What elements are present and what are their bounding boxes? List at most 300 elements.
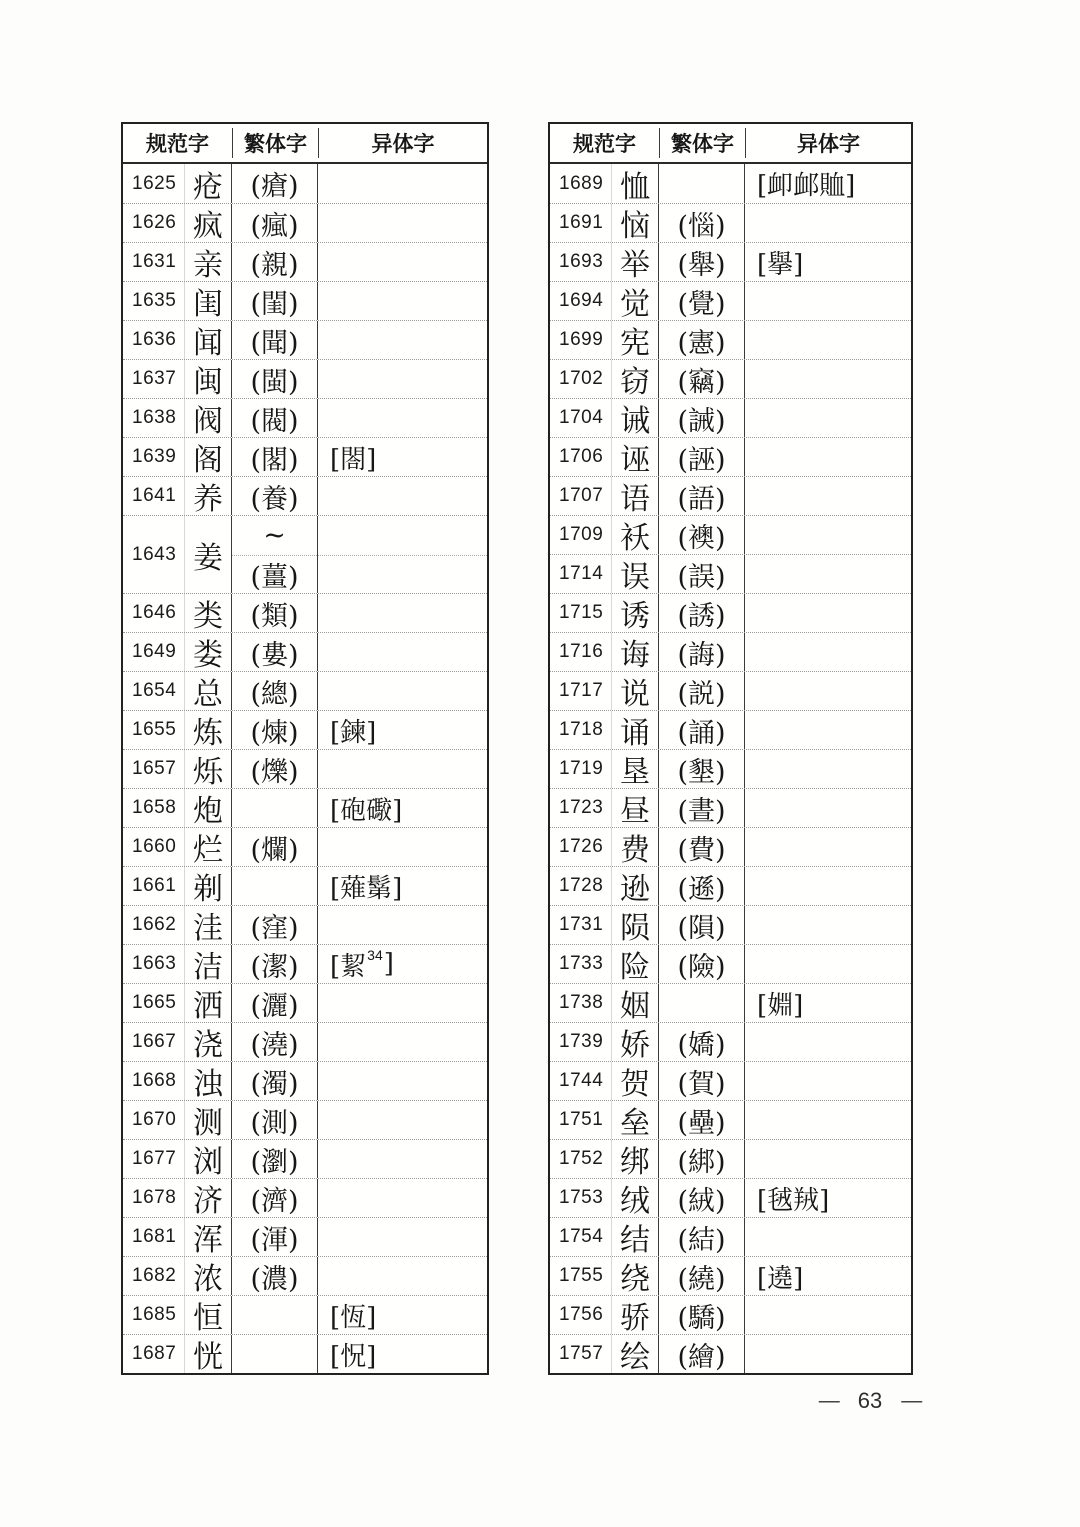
standard-character-cell: [612, 1257, 659, 1295]
standard-character: 炼: [193, 716, 223, 751]
sequence-number: 1635: [132, 290, 177, 311]
table-row: [123, 866, 487, 905]
variant-characters: [婣]: [757, 990, 804, 1021]
traditional-character-cell: [232, 164, 318, 203]
traditional-character: (聞): [250, 327, 299, 359]
variant-character-cell: [745, 282, 911, 320]
sequence-number-cell: [123, 204, 185, 242]
variant-character-cell: [745, 516, 911, 554]
traditional-character: (語): [677, 483, 726, 515]
sequence-number-cell: [123, 282, 185, 320]
table-row: [123, 632, 487, 671]
standard-character: 宪: [620, 326, 650, 361]
sequence-number: 1646: [132, 602, 177, 623]
variant-character-cell: [318, 1101, 487, 1139]
sequence-number: 1654: [132, 680, 177, 701]
standard-character-cell: [612, 789, 659, 827]
traditional-character: (費): [677, 834, 726, 866]
table-row: [550, 944, 911, 983]
table-row: [123, 164, 487, 203]
sequence-number-cell: [550, 282, 612, 320]
sequence-number: 1639: [132, 446, 177, 467]
traditional-character: (壘): [677, 1107, 726, 1139]
standard-character: 举: [620, 248, 650, 283]
variant-character-cell: [318, 867, 487, 905]
standard-character-cell: [612, 1101, 659, 1139]
standard-character: 洒: [193, 989, 223, 1024]
standard-character-cell: [612, 984, 659, 1022]
table-row: [123, 827, 487, 866]
variant-character-cell: [745, 633, 911, 671]
table-row: [550, 827, 911, 866]
table-row: [550, 437, 911, 476]
variant-characters: [絜: [330, 951, 367, 982]
sequence-number-cell: [123, 243, 185, 281]
traditional-character-cell: [232, 1257, 318, 1295]
traditional-character-cell: [659, 594, 745, 632]
sequence-number-cell: [123, 945, 185, 983]
variant-character-cell: [318, 1023, 487, 1061]
table-row: [123, 593, 487, 632]
standard-character: 浏: [193, 1145, 223, 1180]
table-row: [123, 1061, 487, 1100]
table-row: [550, 1100, 911, 1139]
traditional-character: (親): [250, 249, 299, 281]
standard-character: 洁: [193, 950, 223, 985]
standard-character: 诲: [620, 638, 650, 673]
traditional-character: (繞): [677, 1263, 726, 1295]
sequence-number-cell: [123, 1218, 185, 1256]
table-row: [550, 320, 911, 359]
sequence-number-cell: [550, 789, 612, 827]
variant-character-cell: [745, 1296, 911, 1334]
table-row: [123, 1100, 487, 1139]
sequence-number-cell: [550, 477, 612, 515]
sequence-number: 1709: [559, 524, 604, 545]
variant-character-cell: [745, 399, 911, 437]
standard-character: 疮: [193, 169, 223, 205]
variant-character-cell: [318, 1179, 487, 1217]
traditional-character: (閨): [250, 288, 299, 320]
sequence-number-cell: [123, 360, 185, 398]
variant-character-cell: [318, 828, 487, 866]
sequence-number-cell: [550, 750, 612, 788]
traditional-character: (墾): [677, 756, 726, 788]
traditional-character-cell: [232, 867, 318, 905]
traditional-character-cell: [659, 1140, 745, 1178]
table-body: [550, 164, 911, 1373]
sequence-number-cell: [123, 1101, 185, 1139]
sequence-number: 1663: [132, 953, 177, 974]
traditional-character-cell: [659, 477, 745, 515]
sequence-number-cell: [550, 1179, 612, 1217]
standard-character-cell: [185, 1335, 232, 1373]
page-number-footer: [770, 1388, 970, 1414]
sequence-number-cell: [550, 360, 612, 398]
standard-character-cell: [185, 1101, 232, 1139]
traditional-character-cell: [659, 906, 745, 944]
standard-character: 姻: [620, 989, 650, 1024]
sequence-number-cell: [123, 477, 185, 515]
standard-character-cell: [185, 243, 232, 281]
sequence-number: 1752: [559, 1148, 604, 1169]
variant-character-cell: [745, 1335, 911, 1373]
standard-character: 姜: [193, 540, 223, 576]
standard-character-cell: [612, 204, 659, 242]
traditional-character-cell: [659, 1179, 745, 1217]
sequence-number-cell: [550, 399, 612, 437]
traditional-character-cell: [659, 1296, 745, 1334]
sequence-number-cell: [550, 1257, 612, 1295]
standard-character: 恤: [620, 169, 650, 205]
standard-character: 垒: [620, 1106, 650, 1141]
header-traditional-character: 繁体字: [660, 128, 746, 158]
table-row: [550, 788, 911, 827]
traditional-character: (襖): [677, 522, 726, 554]
variant-character-cell: [745, 594, 911, 632]
standard-character: 剃: [193, 872, 223, 907]
traditional-character: (潔): [250, 951, 299, 983]
variant-character-cell: [745, 711, 911, 749]
sequence-number-cell: [550, 321, 612, 359]
standard-character-cell: [185, 711, 232, 749]
variant-character-cell: [745, 1257, 911, 1295]
sequence-number-cell: [550, 516, 612, 554]
standard-character-cell: [185, 984, 232, 1022]
header-standard-character: 规范字: [123, 128, 233, 158]
sequence-number: 1699: [559, 329, 604, 350]
variant-bracket-close: ]: [383, 949, 394, 979]
traditional-character: (絨): [677, 1185, 726, 1217]
standard-character-cell: [185, 1023, 232, 1061]
sequence-number: 1682: [132, 1265, 177, 1286]
variant-character-cell: [745, 867, 911, 905]
footnote-superscript: 34: [367, 947, 383, 963]
standard-character-cell: [612, 477, 659, 515]
traditional-character: (誡): [677, 405, 726, 437]
table-row: [123, 671, 487, 710]
table-row: [550, 476, 911, 515]
sequence-number: 1637: [132, 368, 177, 389]
variant-character-cell: [318, 164, 487, 203]
traditional-character-cell: [659, 750, 745, 788]
sequence-number: 1685: [132, 1304, 177, 1325]
sequence-number-cell: [123, 399, 185, 437]
traditional-character: (濟): [250, 1185, 299, 1217]
table-row: [550, 554, 911, 593]
standard-character: 费: [620, 833, 650, 868]
variant-character-cell: [318, 1218, 487, 1256]
standard-character: 结: [620, 1223, 650, 1258]
sequence-number-cell: [123, 1257, 185, 1295]
traditional-character-cell: [232, 1140, 318, 1178]
traditional-character-cell: [232, 1023, 318, 1061]
variant-character-cell: [745, 204, 911, 242]
variant-character-cell: [318, 1296, 487, 1334]
table-row: [123, 710, 487, 749]
standard-character-cell: [612, 672, 659, 710]
standard-character-cell: [612, 1335, 659, 1373]
traditional-character-cell: [659, 164, 745, 203]
standard-character-cell: [185, 1257, 232, 1295]
variant-character-cell: [318, 750, 487, 788]
standard-character: 诵: [620, 716, 650, 751]
traditional-character: (説): [677, 678, 726, 710]
sequence-number-cell: [123, 867, 185, 905]
standard-character: 昼: [620, 794, 650, 829]
variant-character-cell: [745, 1218, 911, 1256]
table-row: [123, 1022, 487, 1061]
sequence-number-cell: [550, 594, 612, 632]
traditional-character: (爛): [250, 834, 299, 866]
sequence-number-cell: [550, 1062, 612, 1100]
table-row: [550, 1178, 911, 1217]
table-row: [123, 1295, 487, 1334]
standard-character: 娄: [193, 638, 223, 673]
header-variant-character: 异体字: [371, 131, 435, 156]
sequence-number: 1626: [132, 212, 177, 233]
variant-characters: [毧羢]: [757, 1185, 830, 1216]
table-row: [123, 1334, 487, 1373]
standard-character-cell: [612, 399, 659, 437]
variant-character-cell: [318, 945, 487, 983]
standard-character-cell: [185, 399, 232, 437]
standard-character-cell: [185, 1140, 232, 1178]
sequence-number: 1728: [559, 875, 604, 896]
traditional-character: (嬌): [677, 1029, 726, 1061]
table-row: [123, 281, 487, 320]
traditional-character: (婁): [250, 639, 299, 671]
traditional-character: (繪): [677, 1341, 726, 1373]
standard-character: 垦: [620, 755, 650, 790]
variant-character-cell: [318, 594, 487, 632]
table-row: [550, 1334, 911, 1373]
traditional-character-cell: [232, 711, 318, 749]
variant-character-cell: [318, 633, 487, 671]
table-row: [550, 1139, 911, 1178]
table-header-row: [123, 124, 487, 164]
traditional-character: (綁): [677, 1146, 726, 1178]
variant-character-cell: [745, 1179, 911, 1217]
standard-character: 逊: [620, 872, 650, 907]
standard-character-cell: [612, 555, 659, 593]
table-row: [550, 632, 911, 671]
traditional-character: (瘋): [250, 210, 299, 242]
standard-character: 烁: [193, 755, 223, 790]
table-row: [550, 1061, 911, 1100]
sequence-number-cell: [123, 438, 185, 476]
traditional-character: (舉): [677, 249, 726, 281]
variant-character-cell: [318, 672, 487, 710]
sequence-number-cell: [550, 164, 612, 203]
traditional-character: (誤): [677, 561, 726, 593]
standard-character-cell: [185, 477, 232, 515]
table-row: [550, 398, 911, 437]
table-row: [550, 281, 911, 320]
table-row: [550, 1295, 911, 1334]
traditional-character-cell: [232, 399, 318, 437]
table-body: [123, 164, 487, 1373]
table-row: [550, 242, 911, 281]
traditional-character: (覺): [677, 288, 726, 320]
variant-character-cell: [318, 516, 487, 593]
sequence-number-cell: [123, 672, 185, 710]
variant-characters: [遶]: [757, 1263, 804, 1294]
variant-characters: [卹䘏賉]: [757, 171, 856, 201]
standard-character: 诫: [620, 404, 650, 439]
variant-character-cell: [745, 243, 911, 281]
standard-character-cell: [185, 594, 232, 632]
sequence-number: 1717: [559, 680, 604, 701]
sequence-number-cell: [123, 906, 185, 944]
page-number: 63: [857, 1388, 883, 1413]
sequence-number-cell: [550, 1140, 612, 1178]
sequence-number: 1723: [559, 797, 604, 818]
traditional-character-cell: [232, 321, 318, 359]
standard-character-cell: [185, 1179, 232, 1217]
sequence-number-cell: [550, 711, 612, 749]
standard-character: 娇: [620, 1028, 650, 1063]
sequence-number: 1667: [132, 1031, 177, 1052]
standard-character: 烂: [193, 833, 223, 868]
traditional-character: (竊): [677, 366, 726, 398]
character-table-right: [548, 122, 913, 1375]
sequence-number-cell: [550, 1218, 612, 1256]
table-row: [123, 476, 487, 515]
standard-character: 恒: [193, 1301, 223, 1336]
sequence-number: 1681: [132, 1226, 177, 1247]
variant-characters: [砲礮]: [330, 795, 403, 826]
traditional-character-cell: [659, 711, 745, 749]
sequence-number: 1631: [132, 251, 177, 272]
table-row: [123, 320, 487, 359]
table-row: [550, 593, 911, 632]
variant-character-cell: [745, 828, 911, 866]
sequence-number-cell: [123, 1140, 185, 1178]
sequence-number: 1655: [132, 719, 177, 740]
variant-characters: [恆]: [330, 1302, 377, 1333]
sequence-number: 1702: [559, 368, 604, 389]
table-row: [550, 905, 911, 944]
standard-character: 绒: [620, 1184, 650, 1219]
variant-character-cell: [318, 1140, 487, 1178]
standard-character-cell: [185, 750, 232, 788]
sequence-number: 1756: [559, 1304, 604, 1325]
sequence-number: 1678: [132, 1187, 177, 1208]
standard-character: 闺: [193, 287, 223, 322]
standard-character: 恼: [620, 209, 650, 244]
sequence-number-cell: [550, 555, 612, 593]
sequence-number-cell: [123, 984, 185, 1022]
standard-character: 说: [620, 677, 650, 712]
sequence-number: 1689: [559, 172, 604, 194]
traditional-character-cell: [232, 1296, 318, 1334]
standard-character: 闽: [193, 365, 223, 400]
variant-character-cell: [318, 243, 487, 281]
traditional-character-cell: [232, 633, 318, 671]
sequence-number-cell: [123, 1062, 185, 1100]
traditional-character: (誨): [677, 639, 726, 671]
traditional-character-alt: (薑): [250, 561, 299, 593]
standard-character: 炮: [193, 794, 223, 829]
standard-character-cell: [185, 906, 232, 944]
traditional-character-cell: [659, 516, 745, 554]
traditional-character: (總): [250, 678, 299, 710]
traditional-character: (閩): [250, 366, 299, 398]
header-standard-character: 规范字: [550, 128, 660, 158]
traditional-character-cell: [232, 906, 318, 944]
sequence-number: 1643: [132, 543, 177, 565]
sequence-number: 1715: [559, 602, 604, 623]
table-row: [123, 515, 487, 593]
standard-character-cell: [612, 1023, 659, 1061]
traditional-character-cell: [232, 1179, 318, 1217]
sequence-number: 1649: [132, 641, 177, 662]
sequence-number-cell: [550, 672, 612, 710]
sequence-number-cell: [123, 1296, 185, 1334]
table-row: [550, 1217, 911, 1256]
traditional-character-cell: [232, 594, 318, 632]
traditional-character: (險): [677, 951, 726, 983]
traditional-character: (晝): [677, 795, 726, 827]
sequence-number: 1733: [559, 953, 604, 974]
sequence-number: 1718: [559, 719, 604, 740]
sequence-number: 1658: [132, 797, 177, 818]
traditional-character-cell: [232, 945, 318, 983]
table-row: [550, 749, 911, 788]
standard-character: 语: [620, 482, 650, 517]
variant-character-cell: [318, 204, 487, 242]
traditional-character: (誘): [677, 600, 726, 632]
traditional-character: (驕): [677, 1302, 726, 1334]
table-row: [123, 983, 487, 1022]
table-row: [123, 437, 487, 476]
standard-character: 误: [620, 560, 650, 595]
traditional-character-cell: [232, 204, 318, 242]
sequence-number: 1744: [559, 1070, 604, 1091]
standard-character: 浊: [193, 1067, 223, 1102]
standard-character: 骄: [620, 1301, 650, 1336]
variant-character-cell: [318, 1335, 487, 1373]
variant-character-cell: [318, 477, 487, 515]
traditional-character-cell: [659, 1257, 745, 1295]
standard-character-cell: [612, 711, 659, 749]
traditional-character-cell: [232, 1335, 318, 1373]
standard-character: 恍: [193, 1340, 223, 1375]
sequence-number: 1755: [559, 1265, 604, 1286]
traditional-character-cell: [659, 243, 745, 281]
standard-character: 济: [193, 1184, 223, 1219]
sequence-number-cell: [550, 633, 612, 671]
traditional-character: (爍): [250, 756, 299, 788]
traditional-character: ~: [263, 519, 286, 551]
standard-character-cell: [185, 633, 232, 671]
traditional-character-cell: [659, 1101, 745, 1139]
traditional-character: (濃): [250, 1263, 299, 1295]
traditional-character: (測): [250, 1107, 299, 1139]
standard-character: 贺: [620, 1067, 650, 1102]
sequence-number: 1691: [559, 212, 604, 233]
sequence-number: 1657: [132, 758, 177, 779]
traditional-character-cell: [232, 984, 318, 1022]
sequence-number: 1726: [559, 836, 604, 857]
sequence-number: 1739: [559, 1031, 604, 1052]
standard-character: 窃: [620, 365, 650, 400]
table-row: [550, 203, 911, 242]
traditional-character-cell: [659, 321, 745, 359]
table-row: [550, 671, 911, 710]
sequence-number-cell: [123, 321, 185, 359]
